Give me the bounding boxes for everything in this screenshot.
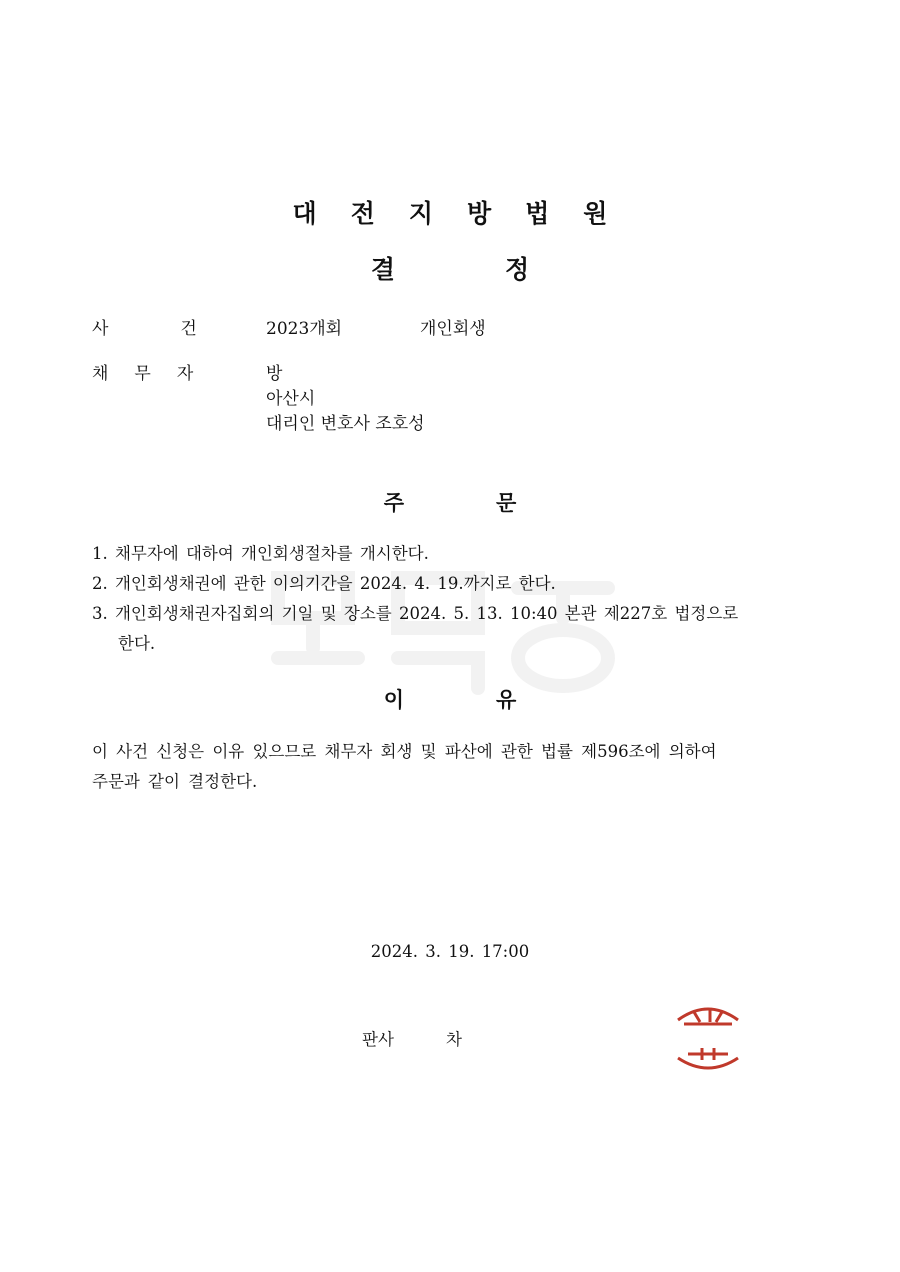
debtor-address: 아산시	[266, 389, 316, 409]
document-type: 결정	[370, 255, 640, 284]
order-heading: 주문	[383, 491, 609, 515]
case-type: 개인회생	[420, 319, 486, 339]
decision-date: 2024. 3. 19. 17:00	[370, 942, 530, 961]
court-seal-icon	[664, 992, 752, 1084]
reason-line-1: 이 사건 신청은 이유 있으므로 채무자 회생 및 파산에 관한 법률 제596조에 의하여	[92, 742, 717, 761]
debtor-agent: 대리인 변호사 조호성	[266, 414, 425, 434]
judge-label: 판사	[362, 1030, 394, 1049]
case-number: 2023개회	[266, 319, 343, 339]
reason-heading: 이유	[383, 688, 609, 712]
debtor-name: 방	[266, 364, 283, 384]
order-item-2: 2. 개인회생채권에 관한 이의기간을 2024. 4. 19.까지로 한다.	[92, 574, 556, 593]
debtor-label: 채무자	[92, 364, 220, 384]
reason-line-2: 주문과 같이 결정한다.	[92, 772, 258, 791]
order-item-1: 1. 채무자에 대하여 개인회생절차를 개시한다.	[92, 544, 429, 563]
judge-name: 차	[446, 1030, 462, 1049]
order-item-3-continued: 한다.	[118, 634, 156, 653]
case-label: 사건	[92, 319, 269, 339]
court-name: 대전지방법원	[292, 199, 642, 228]
order-item-3: 3. 개인회생채권자집회의 기일 및 장소를 2024. 5. 13. 10:40 본관 제227호 법정으로	[92, 604, 739, 623]
